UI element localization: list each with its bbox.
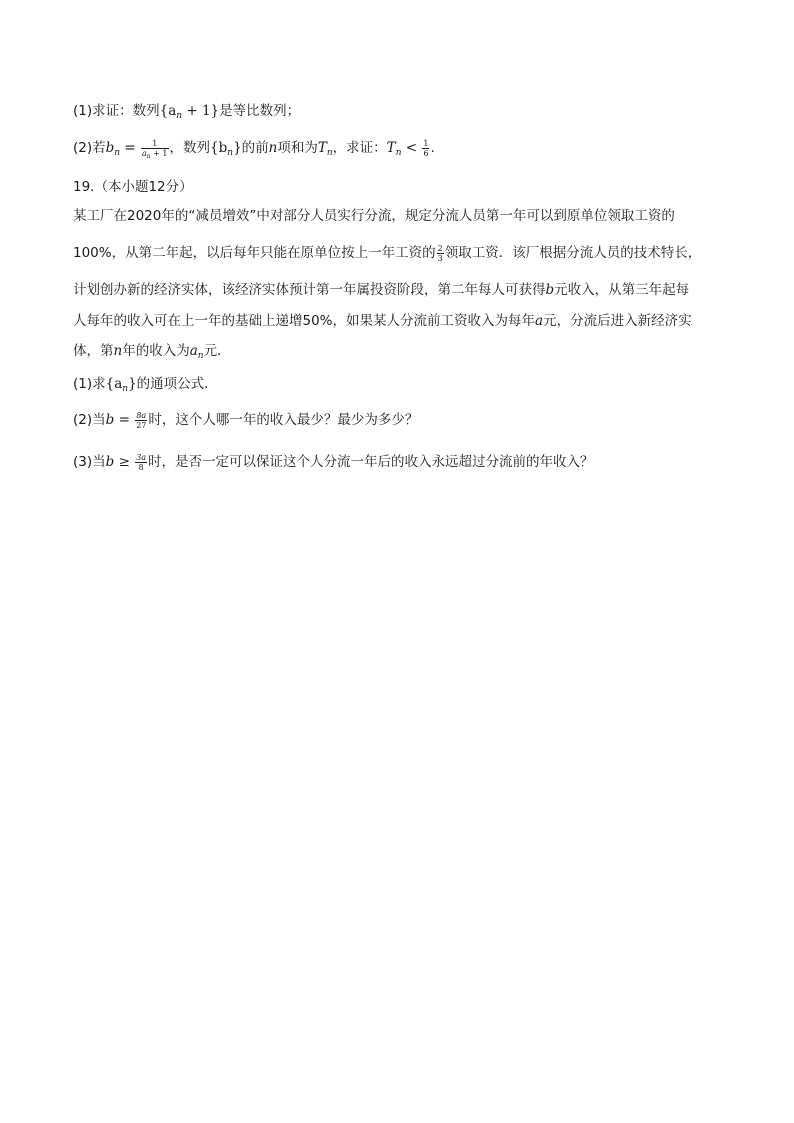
question-19-header: 19.（本小题12分） <box>73 179 193 195</box>
q19-part-1: (1)求$\{a_n\}$的通项公式． <box>73 376 218 394</box>
part1-sub: n <box>176 111 183 121</box>
part1-math-tail: + 1} <box>182 103 220 119</box>
q19-part-3: (3)当b ≥ $\frac{3a}{8}$ 时，是否一定可以保证这个人分流一年后的收入永远超过分流前的年收入？ <box>73 452 594 472</box>
question-part-2: (2)若$b_n$ = $\frac{1}{a_n + 1}$ ，数列$\{b_n\}$的前n项和为$T_n$，求证：$T_n$ < $\frac{1}{6}$ . <box>73 138 435 160</box>
part2-b: b <box>105 140 115 156</box>
q19-line-2: 100%，从第二年起，以后每年只能在原单位按上一年工资的 $\frac{2}{3}$ 领取工资．该厂根据分流人员的技术特长， <box>73 243 702 263</box>
part1-seq: {a <box>159 103 177 119</box>
q19-p2-fraction: $\frac{8a}{27}$ <box>136 410 147 430</box>
q19-line-1: 某工厂在2020年的“减员增效”中对部分人员实行分流，规定分流人员第一年可以到原单位领取工资的 <box>73 208 675 224</box>
q19-line-3: 计划创办新的经济实体，该经济实体预计第一年属投资阶段，第二年每人可获得b元收入，从第三年起每 <box>73 282 690 298</box>
q19-line-5: 体，第n年的收入为$a_n$元． <box>73 343 231 361</box>
part1-end: 是等比数列； <box>219 103 301 119</box>
q19-part-2: (2)当b = $\frac{8a}{27}$ 时，这个人哪一年的收入最少？最少为多少？ <box>73 410 419 430</box>
q19-p3-fraction: $\frac{3a}{8}$ <box>136 452 147 472</box>
part2-seq-b: {b <box>210 140 228 156</box>
part1-text: (1)求证：数列 <box>73 103 160 119</box>
part2-frac-den: $a_n + 1$ <box>141 148 168 160</box>
question-part-1 <box>73 101 300 121</box>
part2-eq: = <box>120 140 140 156</box>
part2-fraction <box>141 139 169 158</box>
q19-frac-two-thirds: $\frac{2}{3}$ <box>437 243 443 263</box>
q19-line-4: 人每年的收入可在上一年的基础上递增50%，如果某人分流前工资收入为每年a元，分流后进入新经济实 <box>73 313 692 329</box>
part2-label: (2)若 <box>73 140 106 156</box>
part2-n: n <box>268 140 278 156</box>
part2-frac-num: 1 <box>152 138 158 148</box>
part2-b-sub: n <box>114 148 121 158</box>
part2-mid1: ，数列 <box>169 140 211 156</box>
part2-T: T <box>317 140 327 156</box>
part2-fraction-2: $\frac{1}{6}$ <box>423 138 429 158</box>
